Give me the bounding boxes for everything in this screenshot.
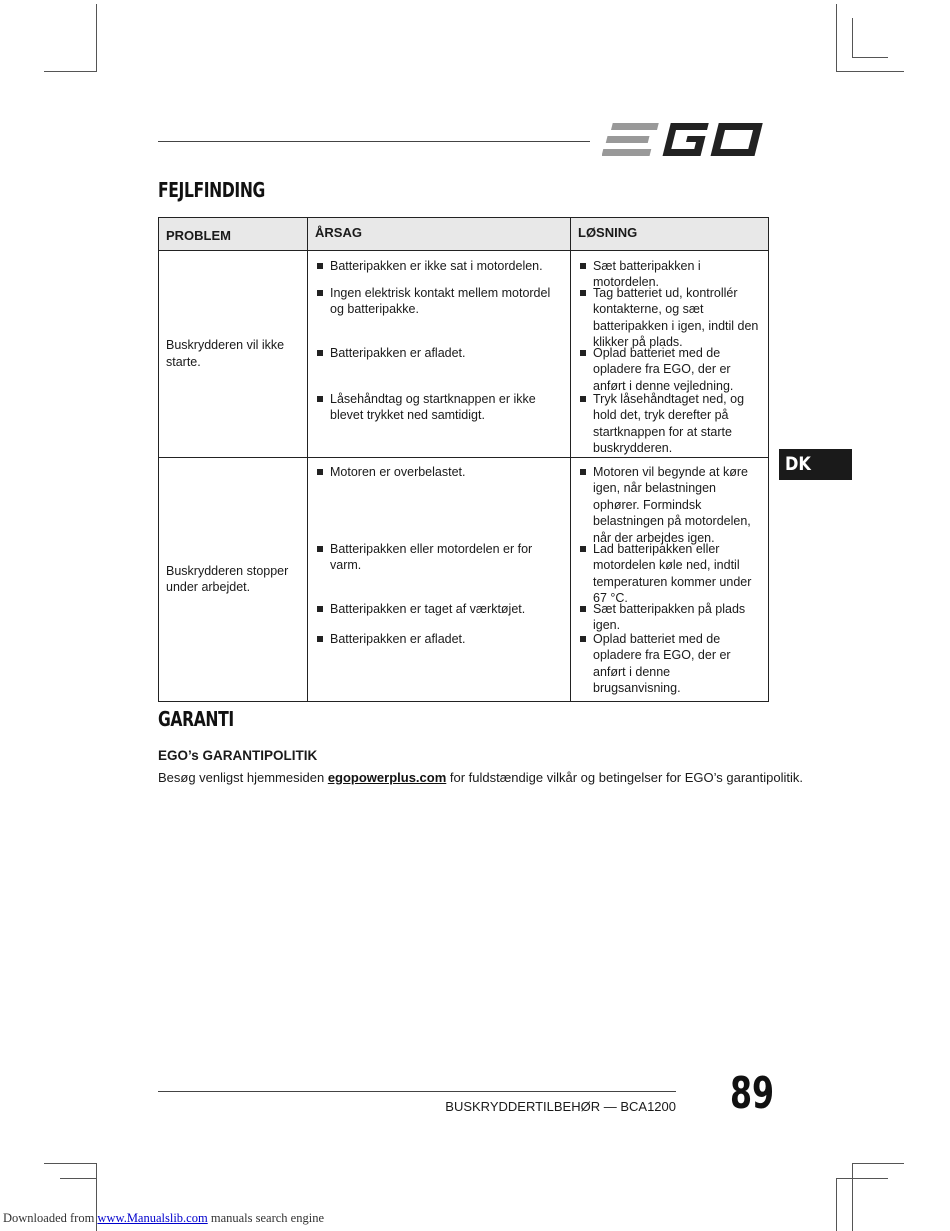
crop-mark — [852, 18, 853, 58]
list-item: Batteripakken er afladet. — [308, 345, 570, 381]
cause-cell — [308, 250, 571, 457]
list-item: Batteripakken eller motordelen er for varm. — [308, 541, 570, 591]
manualslib-link[interactable]: www.Manualslib.com — [97, 1211, 208, 1225]
cause-cell — [308, 457, 571, 701]
troubleshooting-table — [158, 217, 769, 702]
table-row — [159, 457, 769, 701]
list-item: Oplad batteriet med de opladere fra EGO, der er anført i denne brugsanvisning. — [571, 631, 768, 697]
list-item: Lad batteripakken eller motordelen køle ned, indtil temperaturen kommer under 67 °C. — [571, 541, 768, 591]
list-item: Motoren er overbelastet. — [308, 464, 570, 531]
table-row — [159, 250, 769, 457]
download-note — [3, 1211, 324, 1226]
warranty-link[interactable]: egopowerplus.com — [327, 770, 447, 785]
page-number: 89 — [730, 1068, 775, 1119]
ego-logo — [602, 118, 770, 162]
warranty-text — [158, 770, 803, 785]
crop-mark — [836, 1178, 888, 1179]
list-item: Sæt batteripakken i motordelen. — [571, 258, 768, 275]
table-header-row — [159, 218, 769, 251]
list-item: Tryk låsehåndtaget ned, og hold det, tryk derefter på startknappen for at starte buskrydderen. — [571, 391, 768, 457]
list-item: Oplad batteriet med de opladere fra EGO, der er anført i denne vejledning. — [571, 345, 768, 381]
solution-cell — [571, 250, 769, 457]
warranty-subtitle: EGO’s GARANTIPOLITIK — [158, 748, 318, 763]
list-item: Låsehåndtag og startknappen er ikke blevet trykket ned samtidigt. — [308, 391, 570, 424]
download-prefix: Downloaded from — [3, 1211, 98, 1225]
warranty-title: GARANTI — [158, 707, 234, 731]
warranty-text-after: for fuldstændige vilkår og betingelser for EGO’s garantipolitik. — [446, 770, 803, 785]
crop-mark — [44, 71, 96, 72]
crop-mark — [44, 1163, 96, 1164]
language-tab-label: DK — [785, 453, 811, 475]
warranty-text-before: Besøg venligst hjemmesiden — [158, 770, 328, 785]
troubleshooting-title: FEJLFINDING — [158, 178, 265, 202]
download-suffix: manuals search engine — [207, 1211, 324, 1225]
footer-rule — [158, 1091, 676, 1092]
problem-cell: Buskrydderen vil ikke starte. — [159, 250, 308, 457]
column-header-cause: ÅRSAG — [308, 218, 571, 251]
crop-mark — [852, 57, 888, 58]
crop-mark — [836, 1178, 837, 1231]
crop-mark — [836, 4, 837, 72]
crop-mark — [852, 1163, 904, 1164]
problem-cell: Buskrydderen stopper under arbejdet. — [159, 457, 308, 701]
list-item: Batteripakken er afladet. — [308, 631, 570, 648]
list-item: Motoren vil begynde at køre igen, når belastningen ophører. Formindsk belastningen på motordelen, når der arbejdes igen. — [571, 464, 768, 531]
crop-mark — [852, 1163, 853, 1231]
list-item: Ingen elektrisk kontakt mellem motordel og batteripakke. — [308, 285, 570, 335]
list-item: Batteripakken er ikke sat i motordelen. — [308, 258, 570, 275]
language-tab — [779, 449, 852, 480]
list-item: Batteripakken er taget af værktøjet. — [308, 601, 570, 618]
solution-cell — [571, 457, 769, 701]
crop-mark — [836, 71, 904, 72]
crop-mark — [60, 1178, 96, 1179]
footer-product: BUSKRYDDERTILBEHØR — BCA1200 — [445, 1099, 676, 1114]
list-item: Tag batteriet ud, kontrollér kontakterne, og sæt batteripakken i igen, indtil den klikker på plads. — [571, 285, 768, 335]
list-item: Sæt batteripakken på plads igen. — [571, 601, 768, 618]
header-rule — [158, 141, 590, 142]
column-header-solution: LØSNING — [571, 218, 769, 251]
column-header-problem: PROBLEM — [159, 218, 308, 251]
crop-mark — [96, 4, 97, 72]
